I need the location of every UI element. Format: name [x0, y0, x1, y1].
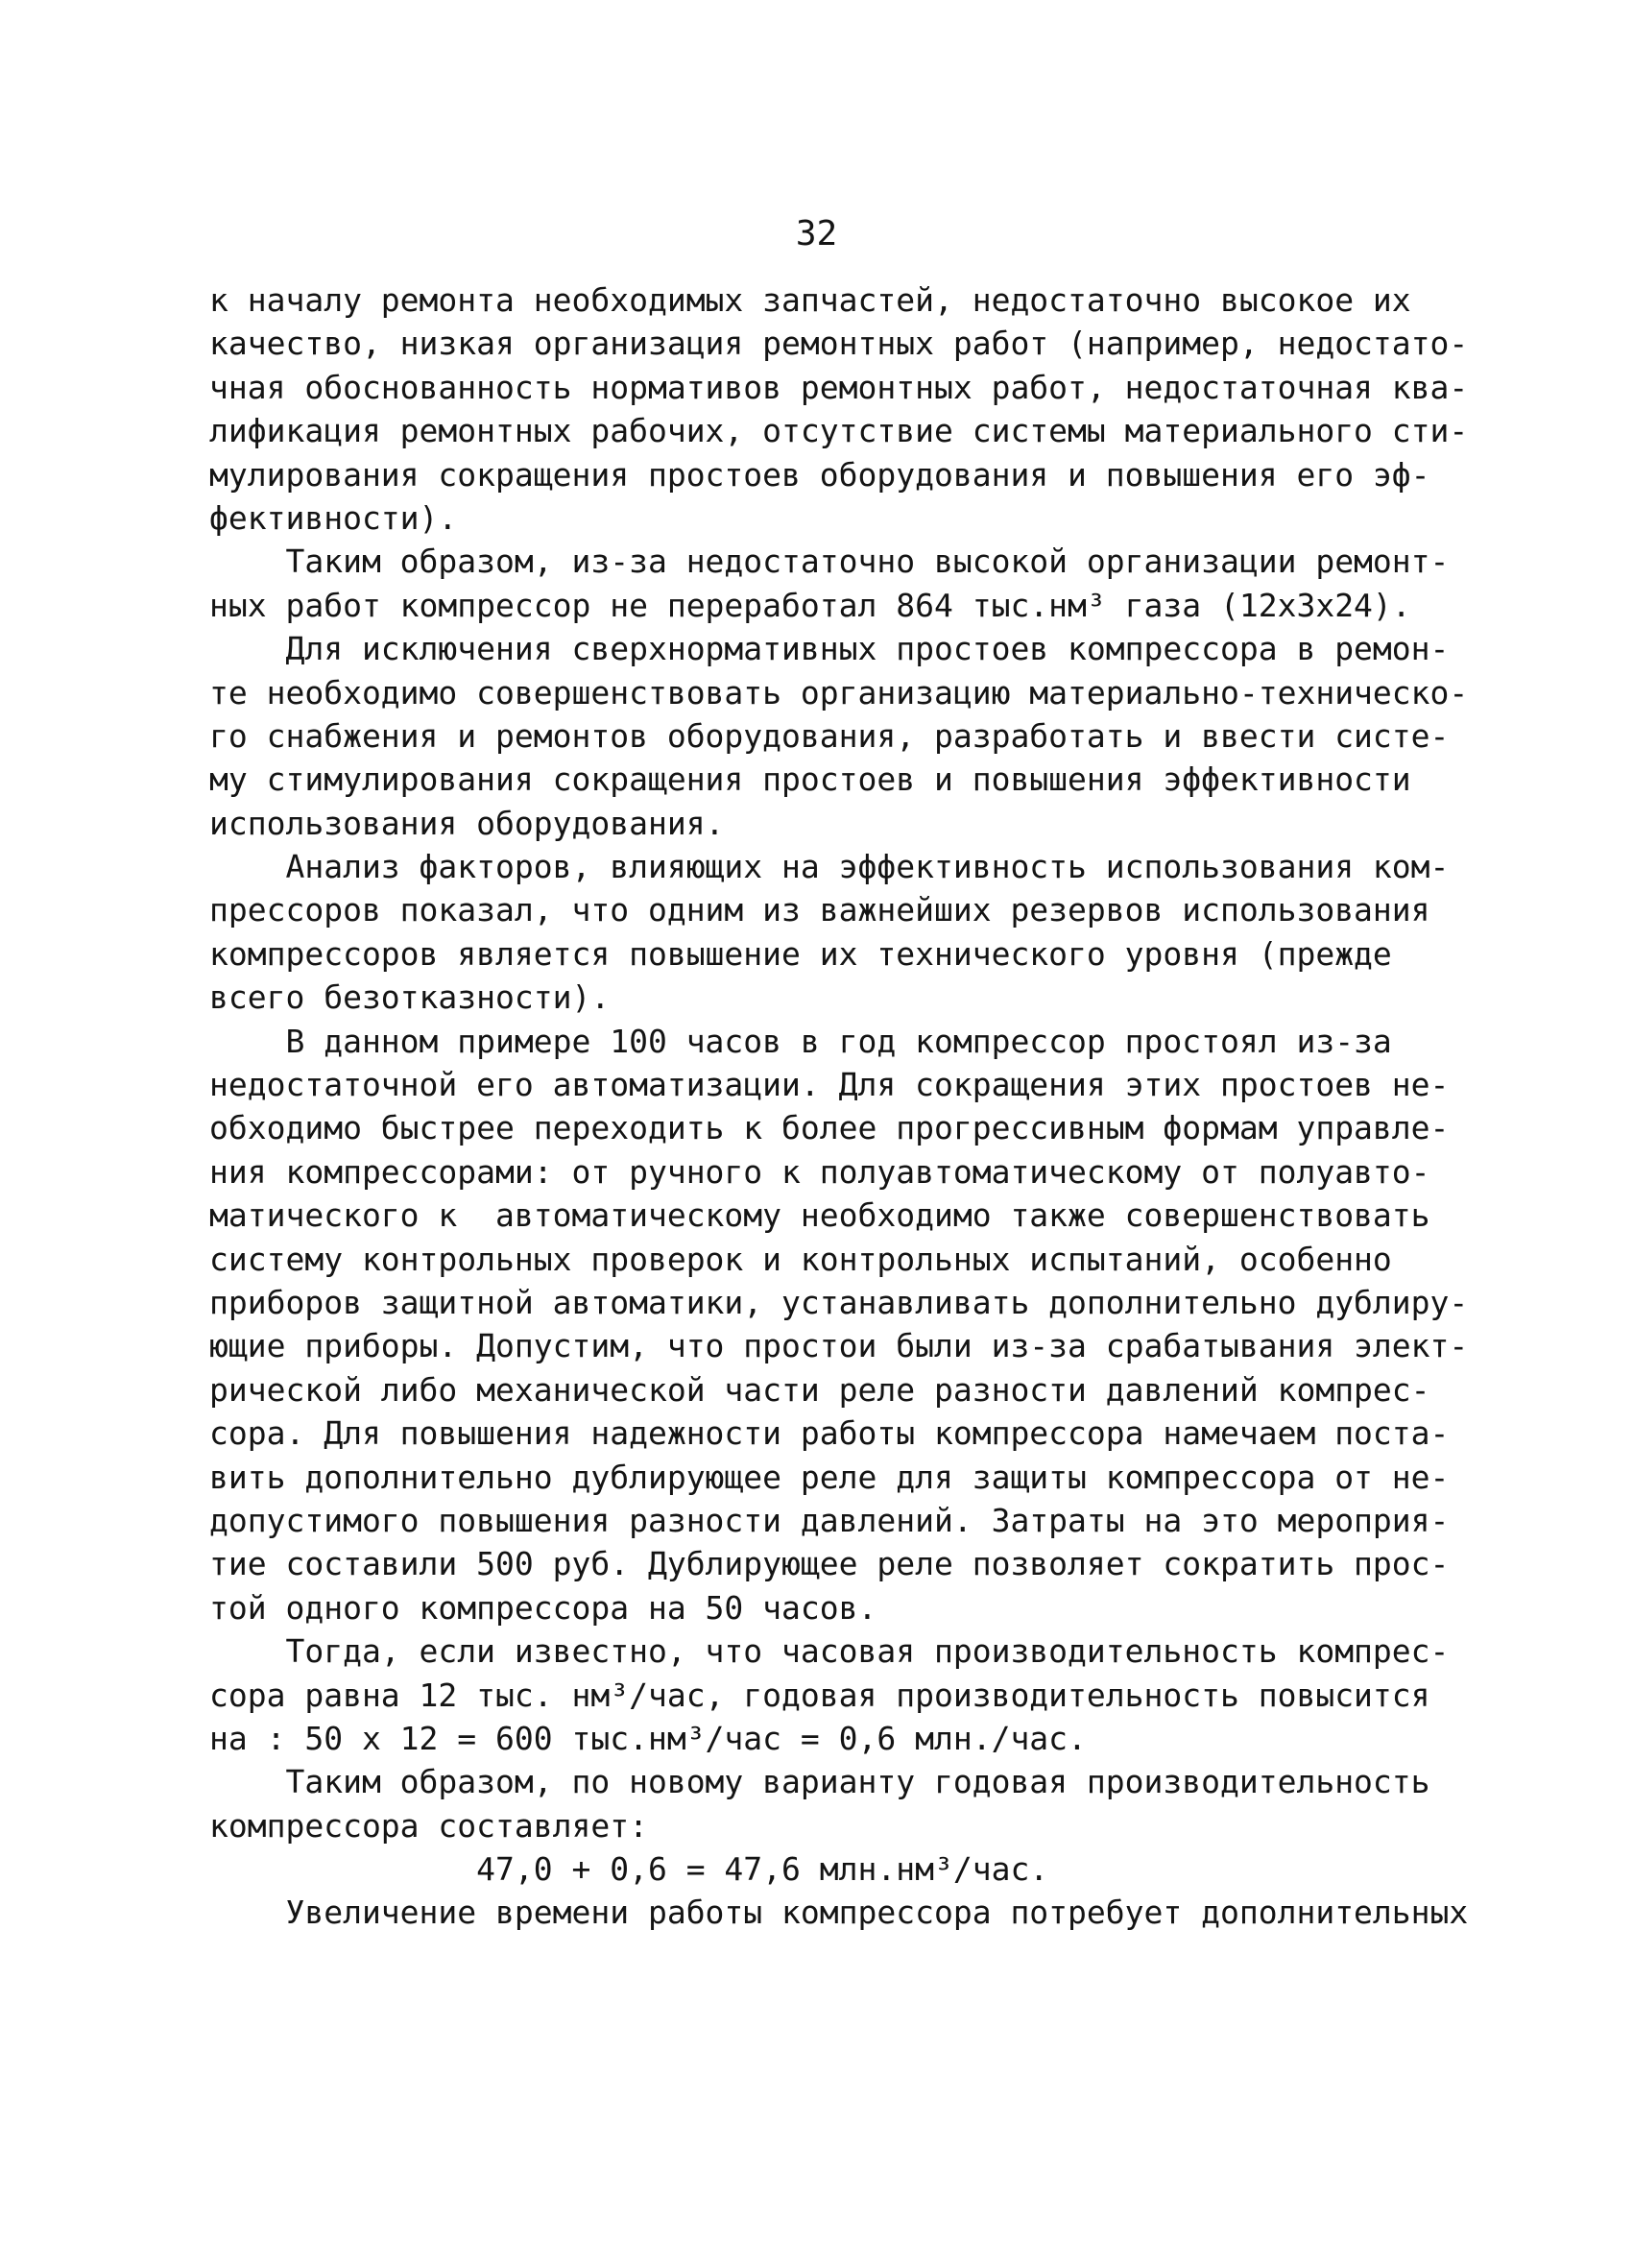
text-line: той одного компрессора на 50 часов. [209, 1588, 877, 1627]
text-line: Таким образом, по новому варианту годовая производительность [209, 1763, 1430, 1801]
text-line: мулирования сокращения простоев оборудования и повышения его эф- [209, 455, 1430, 494]
text-line: на : 50 x 12 = 600 тыс.нм³/час = 0,6 млн./час. [209, 1719, 1087, 1757]
text-line: сора равна 12 тыс. нм³/час, годовая производительность повысится [209, 1676, 1430, 1714]
text-line: компрессоров является повышение их технического уровня (прежде [209, 934, 1392, 973]
text-line: матического к автоматическому необходимо также совершенствовать [209, 1196, 1430, 1235]
text-line: обходимо быстрее переходить к более прогрессивным формам управле- [209, 1109, 1450, 1147]
text-line: недостаточной его автоматизации. Для сокращения этих простоев не- [209, 1066, 1450, 1104]
text-line: те необходимо совершенствовать организацию материально-техническо- [209, 673, 1469, 712]
text-line: тие составили 500 руб. Дублирующее реле позволяет сократить прос- [209, 1545, 1450, 1583]
text-line: сора. Для повышения надежности работы компрессора намечаем поста- [209, 1414, 1450, 1453]
text-line: приборов защитной автоматики, устанавливать дополнительно дублиру- [209, 1283, 1469, 1321]
page-number: 32 [795, 214, 838, 253]
text-line: ющие приборы. Допустим, что простои были из-за срабатывания элект- [209, 1327, 1469, 1365]
text-line: допустимого повышения разности давлений. Затраты на это мероприя- [209, 1501, 1450, 1539]
text-line: го снабжения и ремонтов оборудования, разработать и ввести систе- [209, 716, 1450, 755]
text-line: ных работ компрессор не переработал 864 тыс.нм³ газа (12x3x24). [209, 586, 1411, 624]
formula-line: 47,0 + 0,6 = 47,6 млн.нм³/час. [209, 1850, 1049, 1889]
text-line: чная обоснованность нормативов ремонтных работ, недостаточная ква- [209, 368, 1469, 406]
text-line: всего безотказности). [209, 978, 611, 1017]
text-line: качество, низкая организация ремонтных работ (например, недостато- [209, 325, 1469, 363]
text-line: фективности). [209, 498, 458, 537]
text-line: прессоров показал, что одним из важнейших резервов использования [209, 891, 1430, 929]
text-line: Увеличение времени работы компрессора потребует дополнительных [209, 1894, 1469, 1932]
text-line: му стимулирования сокращения простоев и повышения эффективности [209, 760, 1411, 799]
text-line: В данном примере 100 часов в год компрессор простоял из-за [209, 1022, 1392, 1060]
page-body [209, 278, 1469, 1935]
text-line: рической либо механической части реле разности давлений компрес- [209, 1370, 1430, 1409]
text-line: к началу ремонта необходимых запчастей, недостаточно высокое их [209, 281, 1411, 319]
text-line: Таким образом, из-за недостаточно высокой организации ремонт- [209, 543, 1450, 581]
text-line: компрессора составляет: [209, 1806, 648, 1845]
text-line: вить дополнительно дублирующее реле для защиты компрессора от не- [209, 1458, 1450, 1496]
text-line: систему контрольных проверок и контрольных испытаний, особенно [209, 1240, 1392, 1278]
text-line: Анализ факторов, влияющих на эффективность использования ком- [209, 848, 1450, 886]
text-line: использования оборудования. [209, 804, 725, 842]
text-line: Для исключения сверхнормативных простоев компрессора в ремон- [209, 630, 1450, 668]
text-line: лификация ремонтных рабочих, отсутствие системы материального сти- [209, 412, 1469, 450]
text-line: Тогда, если известно, что часовая производительность компрес- [209, 1632, 1450, 1671]
text-line: ния компрессорами: от ручного к полуавтоматическому от полуавто- [209, 1152, 1430, 1191]
